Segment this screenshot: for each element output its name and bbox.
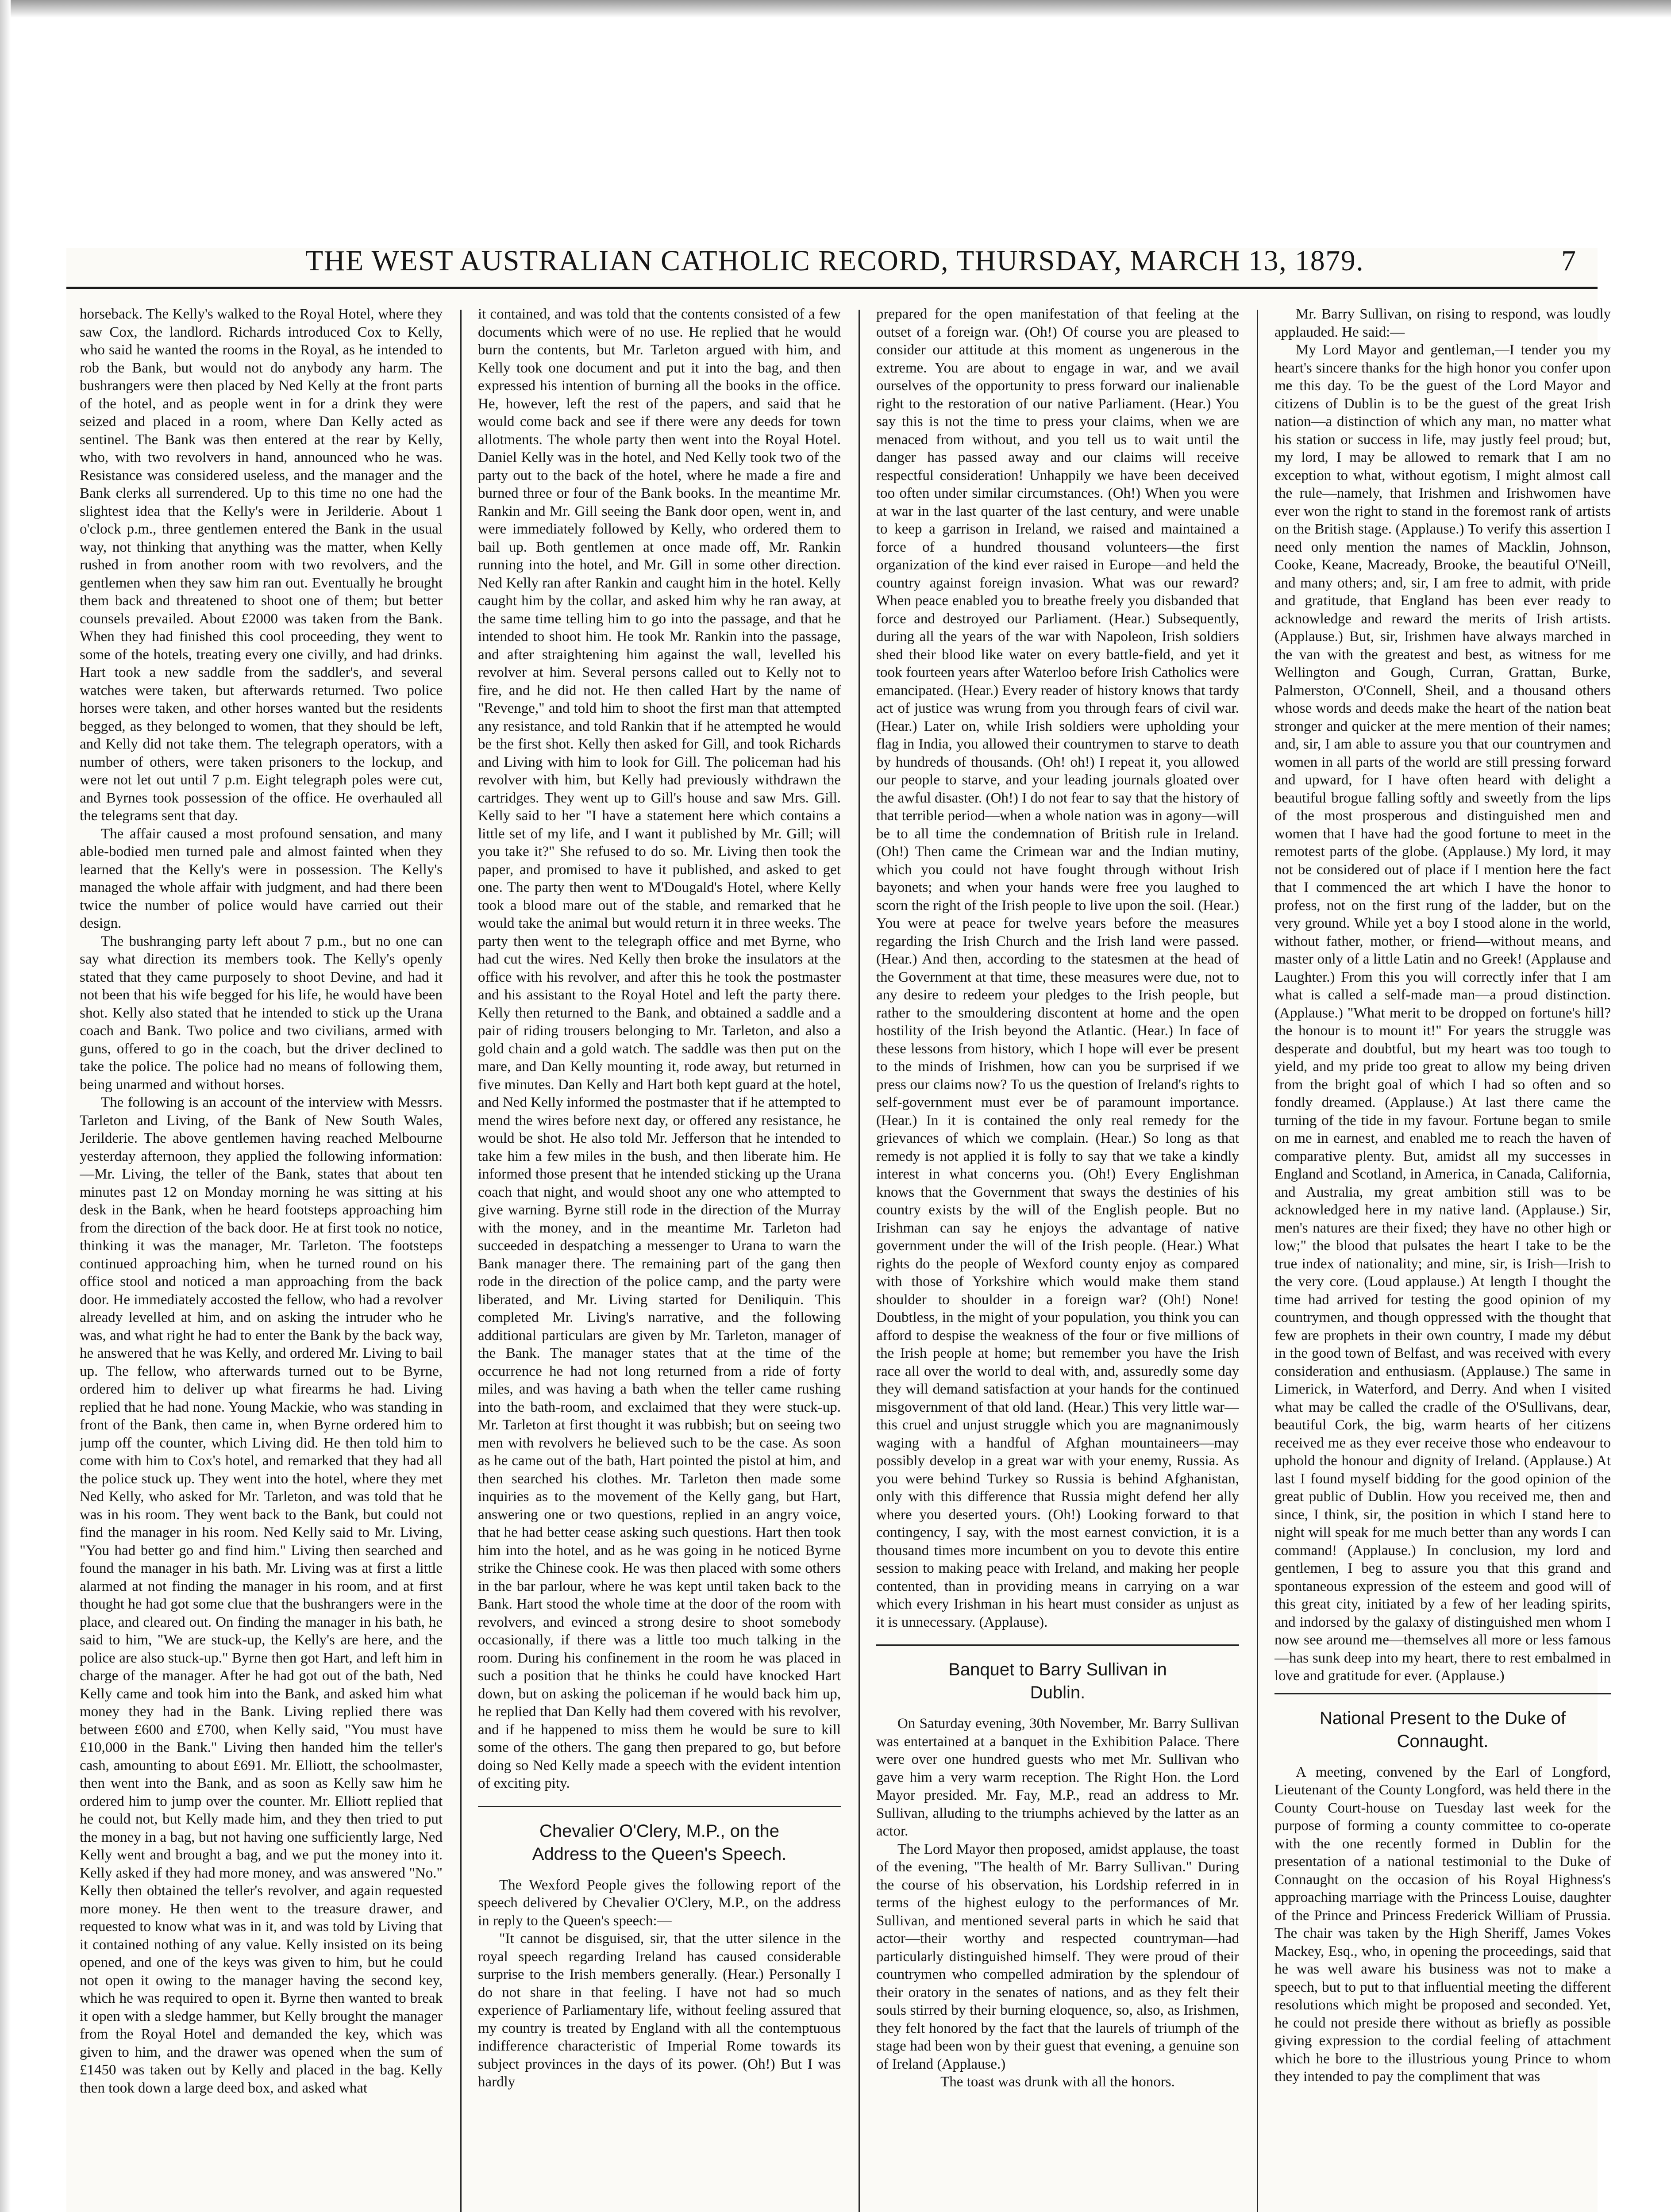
scan-edge bbox=[0, 0, 1671, 18]
column-divider bbox=[1257, 310, 1258, 2212]
article-paragraph: On Saturday evening, 30th November, Mr. Barry Sullivan was entertained at a banquet in the Exhibition Palace. There were over one hundred guests who met Mr. Sullivan who gave him a very warm reception. The Right Hon. the Lord Mayor presided. Mr. Fay, M.P., read an address to Mr. Sullivan, alluding to the triumphs achieved by the latter as an actor. bbox=[876, 1716, 1239, 1839]
article-paragraph: My Lord Mayor and gentleman,—I tender you my heart's sincere thanks for the high honor you confer upon me this day. To be the guest of the Lord Mayor and citizens of Dublin is to be the guest of the great Irish nation—a distinction of which any man, no matter what his station or success in life, may justly feel proud; but, my lord, I may be allowed to remark that I am no exception to what, without egotism, I might almost call the rule—namely, that Irishmen and Irishwomen have ever won the right to stand in the foremost rank of artists on the British stage. (Applause.) To verify this assertion I need only mention the names of Macklin, Johnson, Cooke, Keane, Macready, Brooke, the beautiful O'Neill, and many others; and, sir, I am free to admit, with pride and gratitude, that England has been ever ready to acknowledge and reward the merits of Irish artists. (Applause.) But, sir, Irishmen have always marched in the van with the greatest and best, as witness for me Wellington and Gough, Curran, Grattan, Burke, Palmerston, O'Connell, Sheil, and a thousand others whose words and deeds make the heart of the nation beat stronger and quicker at the mere mention of their names; and, sir, I am able to assure you that our countrymen and women in all parts of the world are still pressing forward and upward, for I have often heard with delight a beautiful brogue falling softly and sweetly from the lips of the most prosperous and distinguished men and women that I have had the good fortune to meet in the remotest parts of the globe. (Applause.) My lord, it may not be considered out of place if I mention here the fact that I commenced the art which I have the honor to profess, not on the first rung of the ladder, but on the very ground. While yet a boy I stood alone in the world, without father, mother, or friend—without means, and master only of a little Latin and no Greek! (Applause and Laughter.) From this you will correctly infer that I am what is called a self-made man—a proud distinction. (Applause.) "What merit to be dropped on fortune's hill? the honour is to mount it!" For years the struggle was desperate and doubtful, but my heart was too tough to yield, and my pride too great to allow my being driven from the bright goal of which I had so often and so fondly dreamed. (Applause.) At last there came the turning of the tide in my favour. Fortune began to smile on me in earnest, and enabled me to reach the haven of comparative plenty. But, amidst all my successes in England and Scotland, in America, in Canada, California, and Australia, my great ambition still was to be acknowledged here in my native land. (Applause.) Sir, men's natures are their fixed; they have no other high or low;" the blood that pulsates the heart I take to be the true index of nationality; and mine, sir, is Irish—Irish to the very core. (Loud applause.) At length I thought the time had arrived for testing the good opinion of my countrymen, and though oppressed with the thought that few are prophets in their own country, I made my début in the good town of Belfast, and was received with every consideration and enthusiasm. (Applause.) The same in Limerick, in Waterford, and Derry. And when I visited what may be called the cradle of the O'Sullivans, dear, beautiful Cork, the big, warm hearts of her citizens received me as they ever receive those who endeavour to uphold the honour and dignity of Ireland. (Applause.) At last I found myself bidding for the good opinion of the great public of Dublin. How you received me, then and since, I think, sir, the position in which I stand here to night will speak for me much better than any words I can command! (Applause.) In conclusion, my lord and gentlemen, I beg to assure you that this grand and spontaneous expression of the esteem and good will of this great city, initiated by a few of her leading spirits, and indorsed by the galaxy of distinguished men whom I now see around me—themselves all more or less famous—has sunk deep into my heart, there to rest embalmed in love and gratitude for ever. (Applause.) bbox=[1274, 342, 1611, 1684]
article-paragraph: The Lord Mayor then proposed, amidst applause, the toast of the evening, "The health of Mr. Barry Sullivan." During the course of his observation, his Lordship referred in in terms of the highest eulogy to the performances of Mr. Sullivan, and mentioned several parts in which he said that actor—their worthy and respected countryman—had particularly distinguished himself. They were proud of their countrymen who compelled admiration by the splendour of their oratory in the senates of nations, and as they felt their souls stirred by their burning eloquence, so, also, as Irishmen, they felt honored by the fact that the laurels of triumph of the stage had been won by their guest that evening, a genuine son of Ireland (Applause.) bbox=[876, 1841, 1239, 2072]
column-2 bbox=[478, 305, 841, 2212]
heading-line: Banquet to Barry Sullivan in bbox=[948, 1660, 1167, 1679]
article-paragraph: The bushranging party left about 7 p.m., but no one can say what direction its members took. The Kelly's openly stated that they came purposely to shoot Devine, and had it not been that his wife begged for his life, he would have been shot. Kelly also stated that he intended to stick up the Urana coach and Bank. Two police and two civilians, armed with guns, offered to go in the coach, but the driver declined to take the police. The police had no means of following them, being unarmed and without horses. bbox=[80, 933, 443, 1093]
heading-line: Dublin. bbox=[1030, 1683, 1086, 1702]
heading-line: Address to the Queen's Speech. bbox=[532, 1844, 787, 1864]
column-divider bbox=[859, 310, 860, 2212]
article-paragraph: prepared for the open manifestation of that feeling at the outset of a foreign war. (Oh!) Of course you are pleased to consider our attitude at this moment as ungenerous in the extreme. You are about to engage in war, and we avail ourselves of the opportunity to press forward our inalienable right to the restoration of our native Parliament. (Hear.) You say this is not the time to press your claims, when we are menaced from without, and you tell us to wait until the danger has passed away and our claims will receive respectful consideration! Unhappily we have been deceived too often under similar circumstances. (Oh!) When you were at war in the last quarter of the last century, and were unable to keep a garrison in Ireland, we raised and maintained a force of a hundred thousand volunteers—the first organization of the kind ever raised in Europe—and held the country against foreign invasion. What was our reward? When peace enabled you to breathe freely you disbanded that force and destroyed our Parliament. (Hear.) Subsequently, during all the years of the war with Napoleon, Irish soldiers shed their blood like water on every battle-field, and yet it took fourteen years after Waterloo before Irish Catholics were emancipated. (Hear.) Every reader of history knows that tardy act of justice was wrung from you through fears of civil war. (Hear.) Later on, while Irish soldiers were upholding your flag in India, you allowed their countrymen to starve to death by hundreds of thousands. (Oh! oh!) I repeat it, you allowed our people to starve, and your leading journals gloated over the awful disaster. (Oh!) I do not fear to say that the history of that terrible period—when a whole nation was in agony—will be to all time the condemnation of British rule in Ireland. (Oh!) Then came the Crimean war and the Indian mutiny, which you could not have fought through without Irish bayonets; and when your hands were free you laughed to scorn the right of the Irish people to live upon the soil. (Hear.) You were at peace for twelve years before the measures regarding the Irish Church and the Irish land were passed. (Hear.) And then, according to the statesmen at the head of the Government at that time, these measures were due, not to any desire to redeem your pledges to the Irish people, but rather to the smouldering discontent at home and the open hostility of the Irish beyond the Atlantic. (Hear.) In face of these lessons from history, which I hope will ever be present to the minds of Irishmen, how can you be surprised if we press our claims now? To us the question of Ireland's rights to self-government must ever be of paramount importance. (Hear.) In it is contained the only real remedy for the grievances of which we complain. (Hear.) So long as that remedy is not applied it is folly to say that we take a kindly interest in what concerns you. (Oh!) Every Englishman knows that the Government that sways the destinies of his country exists by the will of the English people. But no Irishman can say he enjoys the advantage of native government under the will of the Irish people. (Hear.) What rights do the people of Wexford county enjoy as compared with those of Yorkshire which would make them stand shoulder to shoulder in a foreign war? (Oh!) None! Doubtless, in the might of your population, you think you can afford to despise the weakness of the four or five millions of the Irish people at home; but remember you have the Irish race all over the world to deal with, and, assuredly some day they will demand satisfaction at your hands for the continued misgovernment of that old land. (Hear.) This very little war—this cruel and unjust struggle which you are magnanimously waging with a handful of Afghan mountaineers—may possibly develop in a great war with your enemy, Russia. As you were behind Turkey so Russia is behind Afghanistan, only with this difference that Russia might defend her ally where you deserted yours. (Oh!) Looking forward to that contingency, I say, with the most earnest conviction, it is a thousand times more incumbent on you to devote this entire session to making peace with Ireland, and making her people contented, than in providing means in carrying on a war which every Irishman in his heart must consider as unjust as it is unnecessary. (Applause). bbox=[876, 306, 1239, 1630]
column-divider bbox=[460, 310, 462, 2212]
article-paragraph: horseback. The Kelly's walked to the Royal Hotel, where they saw Cox, the landlord. Richards introduced Cox to Kelly, who said he wanted the rooms in the Royal, as he intended to rob the Bank, but would not do anybody any harm. The bushrangers were then placed by Ned Kelly at the front parts of the hotel, and as people went in for a drink they were seized and placed in a room, where Dan Kelly acted as sentinel. The Bank was then entered at the rear by Kelly, who, with two revolvers in hand, announced who he was. Resistance was considered useless, and the manager and the Bank clerks all surrendered. Up to this time no one had the slightest idea that the Kelly's were in Jerilderie. About 1 o'clock p.m., three gentlemen entered the Bank in the usual way, not thinking that anything was the matter, when Kelly rushed in from another room with two revolvers, and the gentlemen when they saw him ran out. Eventually he brought them back and threatened to shoot one of them; but better counsels prevailed. About £2000 was taken from the Bank. When they had finished this cool proceeding, they went to some of the hotels, treating every one civilly, and had drinks. Hart took a new saddle from the saddler's, and several watches were taken, but afterwards returned. Two police horses were taken, and other horses wanted but the residents begged, as they belonged to women, that they should be left, and Kelly did not take them. The telegraph operators, with a number of others, were taken prisoners to the lockup, and were not let out until 7 p.m. Eight telegraph poles were cut, and Byrnes took possession of the office. He overhauled all the telegrams sent that day. bbox=[80, 306, 443, 824]
column-1 bbox=[80, 305, 443, 2212]
article-paragraph: "It cannot be disguised, sir, that the utter silence in the royal speech regarding Ireland has caused considerable surprise to the Irish members generally. (Hear.) Personally I do not share in that feeling. I have not had so much experience of Parliamentary life, without feeling assured that my country is treated by England with all the contemptuous indifference characteristic of Imperial Rome towards its subject provinces in the days of its power. (Oh!) But I was hardly bbox=[478, 1931, 841, 2090]
masthead-title: THE WEST AUSTRALIAN CATHOLIC RECORD, THURSDAY, MARCH 13, 1879. bbox=[305, 245, 1364, 277]
article-heading bbox=[478, 1806, 841, 1866]
article-paragraph: The following is an account of the interview with Messrs. Tarleton and Living, of the Bank of New South Wales, Jerilderie. The above gentlemen having reached Melbourne yesterday afternoon, they applied the following information:—Mr. Living, the teller of the Bank, states that about ten minutes past 12 on Monday morning he was sitting at his desk in the Bank, when he heard footsteps approaching him from the direction of the back door. He at first took no notice, thinking it was the manager, Mr. Tarleton. The footsteps continued approaching him, when he turned round on his office stool and noticed a man approaching from the back door. He immediately accosted the fellow, who had a revolver already levelled at him, and on asking the intruder who he was, and what right he had to enter the Bank by the back way, he answered that he was Kelly, and ordered Mr. Living to bail up. The fellow, who afterwards turned out to be Byrne, ordered him to deliver up what firearms he had. Living replied that he had none. Young Mackie, who was standing in front of the Bank, then came in, when Byrne ordered him to jump off the counter, which Living did. He then told him to come with him to Cox's hotel, and remarked that they had all the police stuck up. They went into the hotel, where they met Ned Kelly, who asked for Mr. Tarleton, and was told that he was in his room. They went back to the Bank, but could not find the manager in his room. Ned Kelly said to Mr. Living, "You had better go and find him." Living then searched and found the manager in his bath. Mr. Living was at first a little alarmed at not finding the manager in his room, and at first thought he had got some clue that the bushrangers were in the place, and cleared out. On finding the manager in his bath, he said to him, "We are stuck-up, the Kelly's are here, and the police are also stuck-up." Byrne then got Hart, and left him in charge of the manager. After he had got out of the bath, Ned Kelly came and took him into the Bank, and asked him what money they had in the Bank. Living replied there was between £600 and £700, when Kelly said, "You must have £10,000 in the Bank." Living then handed him the teller's cash, amounting to about £691. Mr. Elliott, the schoolmaster, then went into the Bank, and as soon as Kelly saw him he ordered him to jump over the counter. Mr. Elliott replied that he could not, but Kelly made him, and they then tried to put the money in a bag, but not having one sufficiently large, Ned Kelly went and brought a bag, and we put the money into it. Kelly asked if they had more money, and was answered "No." Kelly then obtained the teller's revolver, and again requested more money. He then went to the treasure drawer, and requested to know what was in it, and was told by Living that it contained nothing of any value. Kelly insisted on its being opened, and one of the keys was given to him, but he could not open it owing to the manager having the second key, which he was required to open it. Byrne then wanted to break it open with a sledge hammer, but Kelly brought the manager from the Royal Hotel and demanded the key, which was given to him, and the drawer was opened when the sum of £1450 was taken out by Kelly and placed in the bag. Kelly then took down a large deed box, and asked what bbox=[80, 1094, 443, 2096]
scan-margin bbox=[0, 0, 11, 2212]
column-4 bbox=[1274, 305, 1611, 2212]
column-3 bbox=[876, 305, 1239, 2212]
article-heading bbox=[1274, 1693, 1611, 1753]
heading-line: National Present to the Duke of bbox=[1320, 1708, 1566, 1728]
article-paragraph: The affair caused a most profound sensation, and many able-bodied men turned pale and almost fainted when they learned that the Kelly's were in possession. The Kelly's managed the whole affair with judgment, and had there been twice the number of police would have carried out their design. bbox=[80, 826, 443, 931]
heading-line: Chevalier O'Clery, M.P., on the bbox=[539, 1821, 779, 1841]
article-heading bbox=[876, 1644, 1239, 1704]
heading-line: Connaught. bbox=[1397, 1731, 1489, 1751]
article-paragraph: Mr. Barry Sullivan, on rising to respond, was loudly applauded. He said:— bbox=[1274, 306, 1611, 340]
article-paragraph: The toast was drunk with all the honors. bbox=[940, 2074, 1175, 2090]
article-paragraph: A meeting, convened by the Earl of Longford, Lieutenant of the County Longford, was held there in the County Court-house on Tuesday last week for the purpose of forming a county committee to co-operate with the one recently formed in Dublin for the presentation of a national testimonial to the Duke of Connaught on the occasion of his Royal Highness's approaching marriage with the Princess Louise, daughter of the Prince and Princess Frederick William of Prussia. The chair was taken by the High Sheriff, James Vokes Mackey, Esq., who, in opening the proceedings, said that he was well aware his business was not to make a speech, but to put to that influential meeting the different resolutions which might be proposed and seconded. Yet, he could not preside there without as briefly as possible giving expression to the cordial feeling of attachment which he bore to the illustrious young Prince to whom they intended to pay the compliment that was bbox=[1274, 1764, 1611, 2085]
article-paragraph: it contained, and was told that the contents consisted of a few documents which were of no use. He replied that he would burn the contents, but Mr. Tarleton argued with him, and Kelly took one document and put it into the bag, and then expressed his intention of burning all the books in the office. He, however, left the rest of the papers, and said that he would come back and see if there were any deeds for town allotments. The whole party then went into the Royal Hotel. Daniel Kelly was in the hotel, and Ned Kelly took two of the party out to the back of the hotel, where he made a fire and burned three or four of the Bank books. In the meantime Mr. Rankin and Mr. Gill seeing the Bank door open, went in, and were immediately followed by Kelly, who ordered them to bail up. Both gentlemen at once made off, Mr. Rankin running into the hotel, and Mr. Gill in some other direction. Ned Kelly ran after Rankin and caught him in the hotel. Kelly caught him by the collar, and asked him why he ran away, at the same time telling him to go into the passage, and that he intended to shoot him. He took Mr. Rankin into the passage, and after straightening him against the wall, levelled his revolver at him. Several persons called out to Kelly not to fire, and he did not. He then called Hart by the name of "Revenge," and told him to shoot the first man that attempted any resistance, and told Rankin that if he attempted he would be the first shot. Kelly then asked for Gill, and took Richards and Living with him to look for Gill. The policeman had his revolver with him, but Kelly had previously withdrawn the cartridges. They went up to Gill's house and saw Mrs. Gill. Kelly said to her "I have a statement here which contains a little set of my life, and I want it published by Mr. Gill; will you take it?" She refused to do so. Mr. Living then took the paper, and promised to have it published, and asked to get one. The party then went to M'Dougald's Hotel, where Kelly took a blood mare out of the stable, and remarked that he would take the animal but would return it in three weeks. The party then went to the telegraph office and met Byrne, who had cut the wires. Ned Kelly then broke the insulators at the office with his revolver, and after this he took the postmaster and his assistant to the Royal Hotel and left the party there. Kelly then returned to the Bank, and obtained a saddle and a pair of riding trousers belonging to Mr. Tarleton, and also a gold chain and a gold watch. The saddle was then put on the mare, and Dan Kelly mounting it, rode away, but returned in five minutes. Dan Kelly and Hart both kept guard at the hotel, and Ned Kelly informed the postmaster that if he attempted to mend the wires before next day, or offered any resistance, he would be shot. He also told Mr. Jefferson that he intended to take him a few miles in the bush, and then liberate him. He informed those present that he intended sticking up the Urana coach that night, and would shoot any one who attempted to give warning. Byrne still rode in the direction of the Murray with the money, and in the meantime Mr. Tarleton had succeeded in despatching a messenger to Urana to warn the Bank manager there. The remaining part of the gang then rode in the direction of the police camp, and the party were liberated, and Mr. Living started for Deniliquin. This completed Mr. Living's narrative, and the following additional particulars are given by Mr. Tarleton, manager of the Bank. The manager states that at the time of the occurrence he had not long returned from a ride of forty miles, and was having a bath when the teller came rushing into the bath-room, and exclaimed that they were stuck-up. Mr. Tarleton at first thought it was rubbish; but on seeing two men with revolvers he believed such to be the case. As soon as he came out of the bath, Hart pointed the pistol at him, and then searched his clothes. Mr. Tarleton then made some inquiries as to the movement of the Kelly gang, but Hart, answering one or two questions, replied in an angry voice, that he had better cease asking such questions. Hart then took him into the hotel, and as he was going in he noticed Byrne strike the Chinese cook. He was then placed with some others in the bar parlour, where he was kept until taken back to the Bank. Hart stood the whole time at the door of the room with revolvers, and evinced a strong desire to shoot somebody occasionally, if there was a little too much talking in the room. During his confinement in the room he was placed in such a position that he thinks he could have knocked Hart down, but on asking the policeman if he would back him up, he replied that Dan Kelly had them covered with his revolver, and if he happened to miss them he would be sure to kill some of the others. The gang then prepared to go, but before doing so Ned Kelly made a speech with the evident intention of exciting pity. bbox=[478, 306, 841, 1791]
masthead-rule bbox=[66, 287, 1598, 289]
article-paragraph: The Wexford People gives the following report of the speech delivered by Chevalier O'Clery, M.P., on the address in reply to the Queen's speech:— bbox=[478, 1877, 841, 1929]
page-number: 7 bbox=[1561, 245, 1576, 277]
